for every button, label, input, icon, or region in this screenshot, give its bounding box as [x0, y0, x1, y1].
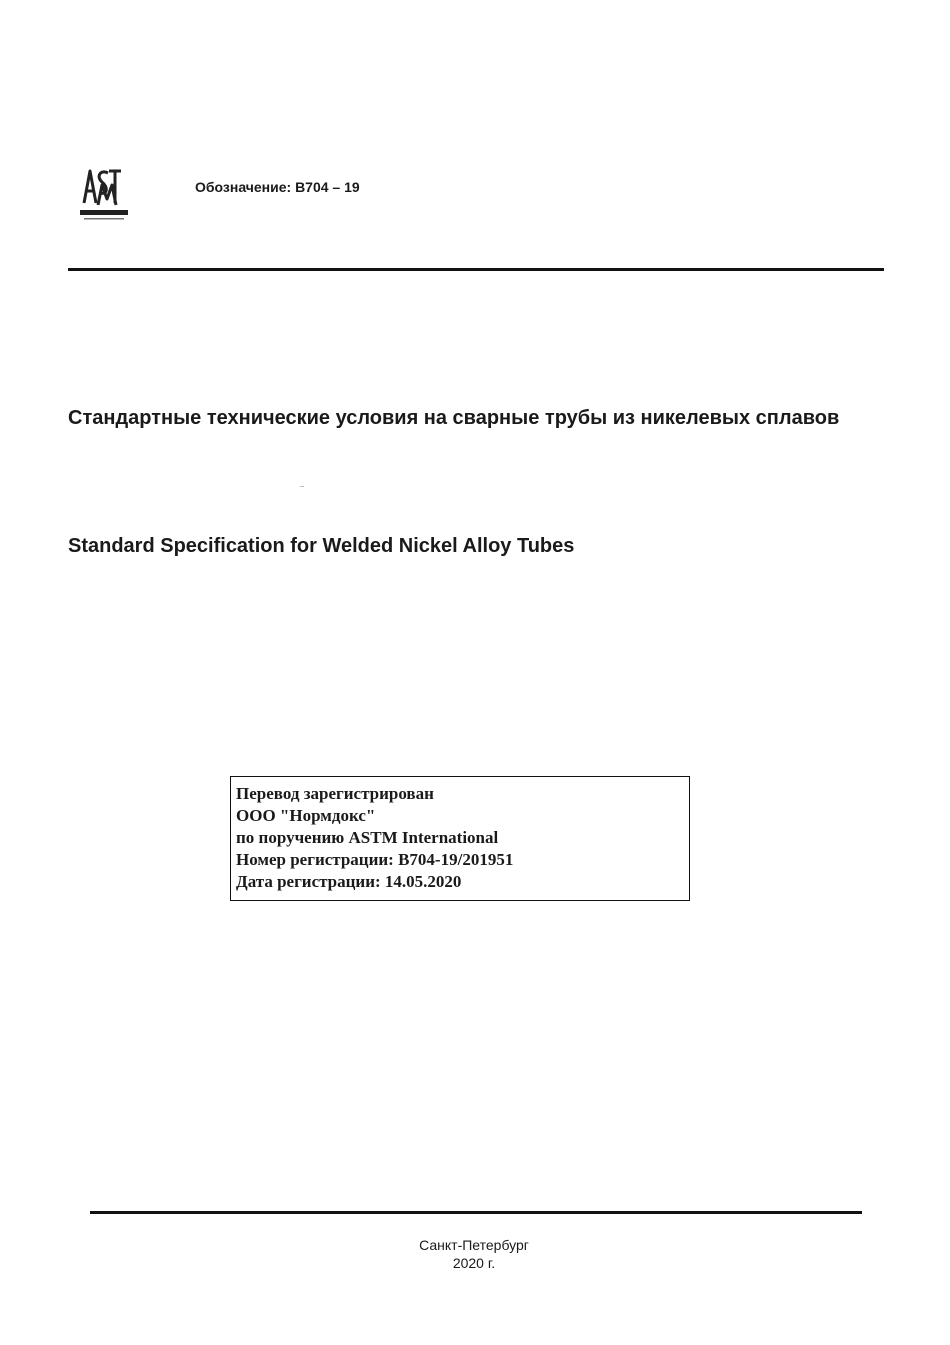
title-russian: Стандартные технические условия на сварные трубы из никелевых сплавов [68, 407, 840, 429]
registration-line: Перевод зарегистрирован [236, 784, 434, 803]
registration-line: по поручению ASTM International [236, 828, 499, 847]
footer-year: 2020 г. [452, 1255, 496, 1271]
scan-speck [300, 486, 304, 487]
footer [374, 1236, 574, 1272]
designation: Обозначение: B704 – 19 [195, 179, 360, 195]
astm-logo [78, 163, 132, 223]
registration-line: Дата регистрации: 14.05.2020 [236, 872, 462, 891]
bottom-divider [90, 1211, 862, 1214]
footer-city: Санкт-Петербург [419, 1237, 529, 1253]
astm-logo-icon [78, 163, 132, 223]
top-divider [68, 268, 884, 271]
registration-line: Номер регистрации: B704-19/201951 [236, 850, 514, 869]
registration-line: ООО "Нормдокс" [236, 806, 376, 825]
title-english: Standard Specification for Welded Nickel Alloy Tubes [68, 535, 575, 557]
registration-box [230, 776, 690, 901]
